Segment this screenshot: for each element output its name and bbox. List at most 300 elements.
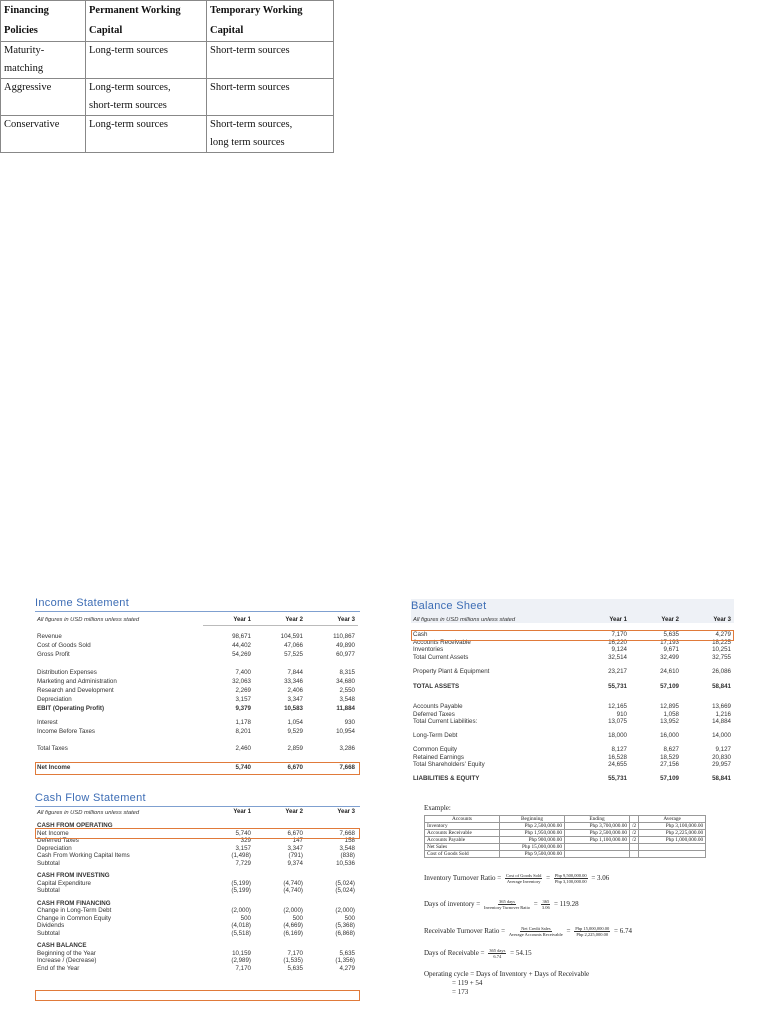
row-label: Common Equity [413, 746, 458, 753]
row-value: 158 [344, 837, 355, 844]
row-value: 2,550 [339, 687, 355, 694]
section-heading: CASH BALANCE [37, 942, 87, 949]
row-value: 930 [344, 719, 355, 726]
row-label: EBIT (Operating Profit) [37, 705, 105, 712]
numerator: 365 days [498, 899, 516, 904]
row-value: 500 [292, 914, 303, 922]
row-label: Depreciation [37, 696, 72, 703]
row-value: 3,157 [235, 844, 251, 852]
row-value: 57,109 [660, 775, 679, 782]
row-value: 6,670 [287, 829, 303, 837]
income-statement [35, 597, 360, 782]
row-value: 3,347 [287, 696, 303, 703]
table-row [37, 719, 357, 727]
table-row [425, 844, 706, 851]
formula-label: Days of Receivable = [424, 949, 485, 958]
row-value: 5,635 [287, 964, 303, 972]
table-row [37, 669, 357, 677]
row-value: 9,529 [287, 728, 303, 735]
table-row [37, 696, 357, 704]
row-value: 47,066 [284, 642, 303, 649]
row-value: 110,867 [333, 633, 355, 640]
row-value: 32,514 [608, 653, 627, 661]
row-value: 24,610 [660, 668, 679, 675]
row-value: 10,583 [284, 705, 303, 712]
row-label: Net Income [37, 829, 69, 837]
row-value: 7,170 [235, 964, 251, 972]
row-value: 13,952 [660, 718, 679, 725]
row-value: 18,529 [660, 753, 679, 761]
row-value: 7,668 [339, 829, 355, 837]
row-label: Change in Long-Term Debt [37, 907, 112, 914]
formula-line: = 173 [452, 988, 469, 996]
row-value: 910 [616, 710, 627, 718]
year-header: Year 1 [609, 617, 627, 623]
row-label: Cash From Working Capital Items [37, 852, 130, 859]
year-header: Year 1 [233, 809, 251, 815]
table-cell: Php 2,225,000.00 [639, 830, 706, 837]
units-note: All figures in USD millions unless stated [37, 617, 140, 623]
row-value: 2,859 [287, 745, 303, 752]
year-header: Year 2 [285, 617, 303, 623]
numerator: Cost of Goods Sold [506, 873, 542, 878]
temporary-cell [207, 42, 334, 79]
policy-cell: Conservative [1, 116, 86, 153]
balance-sheet-title: Balance Sheet [411, 600, 487, 612]
row-value: (4,740) [283, 879, 303, 887]
ratio-example [420, 798, 735, 1008]
row-value: 24,655 [608, 761, 627, 768]
row-value: 10,251 [712, 646, 731, 653]
table-row [37, 705, 357, 713]
denominator: Average Accounts Receivable [508, 932, 563, 937]
cell-line: Short-term sources, [210, 119, 293, 130]
policy-cell: Aggressive [1, 79, 86, 116]
row-value: 9,671 [663, 646, 679, 653]
row-value: 5,635 [663, 631, 679, 638]
row-label: Income Before Taxes [37, 728, 96, 735]
permanent-cell [86, 116, 207, 153]
table-row [425, 830, 706, 837]
section-heading: CASH FROM OPERATING [37, 822, 113, 829]
fraction [541, 899, 550, 910]
table-cell: Cost of Goods Sold [425, 851, 500, 858]
table-cell: Php 3,100,000.00 [639, 823, 706, 830]
year-header: Year 1 [233, 617, 251, 623]
table-row [37, 728, 357, 736]
row-label: Marketing and Administration [37, 678, 117, 685]
row-label: Depreciation [37, 844, 72, 852]
row-label: Inventories [413, 646, 444, 653]
row-value: 10,954 [336, 728, 355, 735]
cell-line: Short-term sources [210, 45, 290, 56]
table-row [425, 837, 706, 844]
row-value: 54,269 [232, 651, 251, 658]
table-cell [639, 844, 706, 851]
table-cell [630, 851, 639, 858]
table-header-row [425, 816, 706, 823]
table-row [413, 775, 733, 783]
table-row [413, 683, 733, 691]
row-label: Subtotal [37, 887, 60, 894]
temporary-cell [207, 116, 334, 153]
row-value: (2,000) [283, 907, 303, 914]
row-label: Increase / (Decrease) [37, 957, 97, 964]
numerator: Net Credit Sales [521, 926, 551, 931]
cell-line: short-term sources [89, 100, 167, 111]
table-row [37, 678, 357, 686]
row-label: Distribution Expenses [37, 669, 97, 676]
row-label: Deferred Taxes [413, 710, 455, 718]
row-value: (791) [288, 852, 303, 859]
row-value: (5,518) [231, 929, 251, 937]
row-value: 33,346 [284, 678, 303, 685]
table-cell [565, 851, 630, 858]
formula-result: = 119.28 [553, 900, 579, 909]
year-header: Year 2 [661, 617, 679, 623]
row-value: 49,890 [336, 642, 355, 649]
row-value: 7,668 [339, 764, 355, 771]
formula-line: = 119 + 54 [452, 979, 483, 987]
row-value: 55,731 [608, 775, 627, 782]
row-value: 55,731 [608, 683, 627, 690]
row-value: 13,669 [712, 703, 731, 710]
header-financing-policies: Financing Policies [1, 1, 86, 42]
formula-label: Inventory Turnover Ratio = [424, 874, 502, 883]
year-header: Year 3 [337, 809, 355, 815]
table-row [37, 745, 357, 753]
row-value: 5,740 [235, 764, 251, 771]
fraction [505, 873, 542, 884]
row-label: End of the Year [37, 964, 80, 972]
table-row [37, 965, 357, 973]
denominator: 3.06 [541, 905, 550, 910]
row-value: 3,157 [235, 696, 251, 703]
table-cell: Accounts Receivable [425, 830, 500, 837]
row-label: Net Income [37, 764, 71, 771]
equals-sign: = [546, 874, 551, 883]
row-value: 16,000 [660, 732, 679, 739]
header-cell: Accounts [425, 816, 500, 823]
fraction [484, 899, 530, 910]
table-cell [565, 844, 630, 851]
row-value: (2,000) [335, 907, 355, 914]
header-cell: Ending [565, 816, 630, 823]
row-value: 13,075 [608, 718, 627, 725]
row-value: 32,755 [712, 653, 731, 661]
cash-highlight [411, 630, 734, 641]
table-header-row [1, 1, 334, 42]
row-label: Interest [37, 719, 58, 726]
year-header: Year 2 [285, 809, 303, 815]
example-table [424, 815, 706, 858]
permanent-cell [86, 42, 207, 79]
row-label: Subtotal [37, 859, 60, 867]
row-value: (5,368) [335, 922, 355, 929]
table-row [1, 79, 334, 116]
row-value: 7,170 [611, 631, 627, 638]
table-row [37, 860, 357, 868]
row-value: 14,884 [712, 718, 731, 725]
cell-line: Long-term sources [89, 45, 169, 56]
row-value: 57,109 [660, 683, 679, 690]
net-income-highlight [35, 828, 360, 839]
numerator: 365 days [489, 948, 506, 953]
table-cell: Php 9,500,000.00 [500, 851, 565, 858]
table-row [1, 116, 334, 153]
row-value: 44,402 [232, 642, 251, 649]
cell-line: Long-term sources, [89, 82, 171, 93]
denominator: Average Inventory [506, 879, 541, 884]
row-value: (1,535) [283, 957, 303, 964]
table-row [413, 718, 733, 726]
permanent-cell [86, 79, 207, 116]
table-cell: /2 [630, 830, 639, 837]
table-cell: Php 900,000.00 [500, 837, 565, 844]
row-value: 32,499 [660, 653, 679, 661]
table-row [413, 761, 733, 769]
row-value: 9,127 [715, 746, 731, 753]
row-label: Dividends [37, 922, 65, 929]
row-value: 7,844 [287, 669, 303, 676]
row-value: 32,063 [232, 678, 251, 685]
row-value: 5,740 [235, 829, 251, 837]
header-rule [203, 625, 358, 626]
formula-result: = 3.06 [591, 874, 610, 883]
row-value: 7,400 [235, 669, 251, 676]
row-value: 3,347 [287, 844, 303, 852]
table-cell: Net Sales [425, 844, 500, 851]
row-value: 16,528 [608, 753, 627, 761]
row-value: 1,216 [715, 710, 731, 718]
table-row [425, 823, 706, 830]
table-row [37, 687, 357, 695]
row-value: 10,536 [336, 859, 355, 867]
row-label: Long-Term Debt [413, 732, 458, 739]
income-statement-title: Income Statement [35, 597, 130, 609]
row-value: 58,841 [712, 683, 731, 690]
row-value: 12,895 [660, 703, 679, 710]
table-row [37, 642, 357, 650]
row-label: Total Current Assets [413, 653, 469, 661]
temporary-cell [207, 79, 334, 116]
row-value: 2,406 [287, 687, 303, 694]
row-value: (5,199) [231, 879, 251, 887]
row-label: Cost of Goods Sold [37, 642, 91, 649]
row-value: 27,156 [660, 761, 679, 768]
row-value: (4,018) [231, 922, 251, 929]
table-row [37, 651, 357, 659]
row-value: (838) [340, 852, 355, 859]
table-cell: Php 1,100,000.00 [565, 837, 630, 844]
cash-flow-title: Cash Flow Statement [35, 792, 146, 804]
row-value: 20,830 [712, 753, 731, 761]
table-cell: Accounts Payable [425, 837, 500, 844]
days-of-inventory-formula [424, 899, 579, 910]
row-label: Accounts Payable [413, 703, 463, 710]
row-label: Capital Expenditure [37, 879, 92, 887]
table-cell: Php 2,500,000.00 [500, 823, 565, 830]
formula-line: Operating cycle = Days of Inventory + Days of Receivable [424, 970, 590, 978]
row-value: 1,178 [235, 719, 251, 726]
row-label: Retained Earnings [413, 753, 464, 761]
section-heading: CASH FROM FINANCING [37, 899, 111, 907]
table-cell: /2 [630, 837, 639, 844]
row-value: 500 [344, 914, 355, 922]
formula-label: Days of inventory = [424, 900, 481, 909]
year-header: Year 3 [713, 617, 731, 623]
row-value: 9,124 [611, 646, 627, 653]
row-label: Gross Profit [37, 651, 70, 658]
row-value: 104,591 [280, 633, 303, 640]
row-value: 34,680 [336, 678, 355, 685]
table-cell: Inventory [425, 823, 500, 830]
table-row [37, 633, 357, 641]
table-cell [630, 844, 639, 851]
table-row [37, 887, 357, 895]
table-cell: Php 2,500,000.00 [565, 830, 630, 837]
row-value: 5,635 [339, 949, 355, 957]
numerator: Php 9,500,000.00 [554, 873, 587, 878]
row-value: 23,217 [608, 668, 627, 675]
row-value: 9,379 [235, 705, 251, 712]
row-value: 7,170 [287, 949, 303, 957]
cell-line: Short-term sources [210, 82, 290, 93]
row-value: 7,729 [235, 859, 251, 867]
table-cell: /2 [630, 823, 639, 830]
numerator: 365 [542, 899, 550, 904]
row-value: 6,670 [287, 764, 303, 771]
equals-sign: = [566, 927, 571, 936]
row-value: (6,868) [335, 929, 355, 937]
row-label: Research and Development [37, 687, 114, 694]
row-value: 18,225 [712, 638, 731, 646]
row-value: 8,201 [235, 728, 251, 735]
section-heading: CASH FROM INVESTING [37, 872, 110, 879]
net-income-highlight [35, 762, 360, 775]
row-value: 3,548 [339, 844, 355, 852]
row-value: 2,460 [235, 745, 251, 752]
row-label: LIABILITIES & EQUITY [413, 775, 480, 782]
denominator: 6.74 [493, 954, 502, 959]
row-label: Total Current Liabilities: [413, 718, 478, 725]
row-value: 10,159 [232, 949, 251, 957]
formula-result: = 54.15 [510, 949, 532, 958]
row-label: Beginning of the Year [37, 949, 96, 957]
header-permanent-working-capital: Permanent Working Capital [86, 1, 207, 42]
row-value: 1,054 [287, 719, 303, 726]
formula-result: = 6.74 [614, 927, 632, 936]
row-label: Deferred Taxes [37, 837, 79, 844]
table-cell: Php 3,700,000.00 [565, 823, 630, 830]
title-rule [35, 611, 360, 612]
row-value: 98,671 [232, 633, 251, 640]
table-cell: Php 1,000,000.00 [639, 837, 706, 844]
row-value: 60,977 [336, 651, 355, 658]
year-header: Year 3 [337, 617, 355, 623]
row-value: 16,220 [608, 638, 627, 646]
denominator: Php 3,100,000.00 [554, 879, 587, 884]
fraction [488, 948, 506, 959]
row-label: Subtotal [37, 929, 60, 937]
row-value: 11,884 [336, 705, 355, 712]
policy-cell: Maturity-matching [1, 42, 86, 79]
cell-line: Long-term sources [89, 119, 169, 130]
inventory-turnover-formula [424, 873, 609, 884]
receivable-turnover-formula [424, 926, 632, 937]
row-value: 147 [292, 837, 303, 844]
row-value: 8,127 [611, 746, 627, 753]
row-label: Cash [413, 631, 428, 638]
row-value: (2,989) [231, 957, 251, 964]
row-value: 9,374 [287, 859, 303, 867]
row-value: 329 [240, 837, 251, 844]
row-value: 17,193 [660, 638, 679, 646]
row-value: 12,165 [608, 703, 627, 710]
row-value: (6,169) [283, 929, 303, 937]
row-value: (5,024) [335, 879, 355, 887]
row-value: 8,627 [663, 746, 679, 753]
table-row [413, 668, 733, 676]
row-value: (1,498) [231, 852, 251, 859]
equals-sign: = [533, 900, 538, 909]
financing-policies-table [0, 0, 334, 153]
days-of-receivable-formula [424, 948, 532, 959]
header-cell: Average [639, 816, 706, 823]
formula-label: Receivable Turnover Ratio = [424, 927, 506, 936]
row-value: (4,669) [283, 922, 303, 929]
row-label: Change in Common Equity [37, 914, 111, 922]
row-value: 26,086 [712, 668, 731, 675]
fraction [509, 926, 563, 937]
title-rule [35, 806, 360, 807]
row-label: Total Taxes [37, 745, 68, 752]
row-value: 1,058 [663, 710, 679, 718]
header-temporary-working-capital: Temporary Working Capital [207, 1, 334, 42]
table-row [413, 654, 733, 662]
row-value: 57,525 [284, 651, 303, 658]
row-value: 18,000 [608, 732, 627, 739]
row-value: 2,269 [235, 687, 251, 694]
row-value: 29,957 [712, 761, 731, 768]
table-row [1, 42, 334, 79]
table-row [425, 851, 706, 858]
row-value: 8,315 [339, 669, 355, 676]
cash-flow-statement [35, 792, 360, 1002]
row-value: 3,548 [339, 696, 355, 703]
units-note: All figures in USD millions unless stated [37, 810, 140, 816]
example-title: Example: [424, 804, 451, 812]
denominator: Inventory Turnover Ratio [484, 905, 530, 910]
fraction [554, 873, 588, 884]
row-value: (5,199) [231, 887, 251, 894]
table-cell [639, 851, 706, 858]
table-cell: Php 1,950,000.00 [500, 830, 565, 837]
row-label: TOTAL ASSETS [413, 683, 460, 690]
row-value: 3,286 [339, 745, 355, 752]
denominator: Php 2,225,000.00 [576, 932, 609, 937]
row-value: (5,024) [335, 887, 355, 894]
end-of-year-highlight [35, 990, 360, 1001]
row-label: Property Plant & Equipment [413, 668, 490, 675]
header-cell [630, 816, 639, 823]
row-label: Revenue [37, 633, 62, 640]
balance-sheet [411, 599, 734, 789]
row-value: (1,356) [335, 957, 355, 964]
numerator: Php 15,000,000.00 [575, 926, 610, 931]
row-label: Total Shareholders' Equity [413, 761, 485, 768]
header-cell: Beginning [500, 816, 565, 823]
